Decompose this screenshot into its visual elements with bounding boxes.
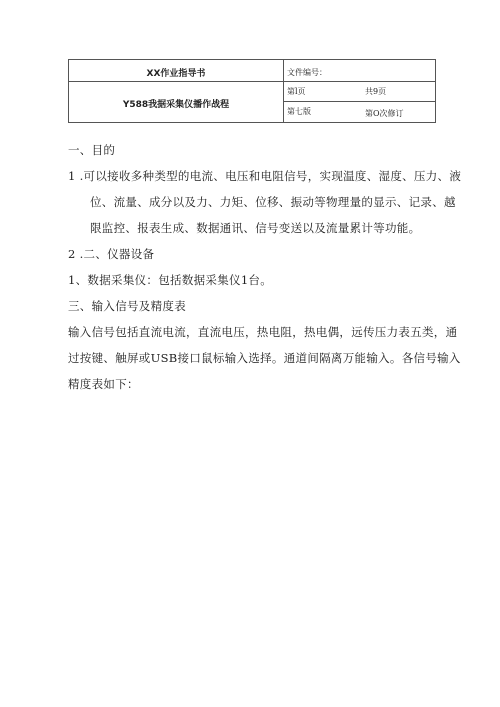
body-text: 位、流量、成分以及力、力矩、位移、振动等物理量的显示、记录、越: [90, 195, 456, 209]
body-text: 1 .可以接收多种类型的电流、电压和电阻信号，实现温度、湿度、压力、液: [68, 169, 462, 183]
header-title: XX作业指导书: [146, 69, 206, 79]
body-text: 1、数据采集仪：包括数据采集仪1台。: [68, 273, 273, 287]
table-divider: [283, 101, 435, 102]
body-text: 输入信号包括直流电流，直流电压，热电阻，热电偶，远传压力表五类，通: [68, 325, 458, 339]
page-total: 共9页: [365, 87, 387, 96]
body-text: 精度表如下：: [68, 377, 139, 391]
section-heading: 三、输入信号及精度表: [68, 299, 186, 313]
revision-label: 第O次修订: [365, 109, 404, 118]
body-text: 限监控、报表生成、数据通讯、信号变送以及流量累计等功能。: [90, 221, 421, 235]
header-table: [68, 59, 436, 123]
doc-number-label: 文件编号：: [287, 68, 327, 77]
table-divider: [283, 60, 284, 122]
section-heading: 2 .二、仪器设备: [68, 247, 155, 261]
section-heading: 一、目的: [68, 143, 116, 157]
edition-label: 第七版: [287, 107, 311, 116]
table-divider: [283, 81, 435, 82]
body-text: 过按键、触屏或USB接口鼠标输入选择。通道间隔离万能输入。各信号输入: [68, 351, 461, 365]
header-subtitle: Y588我据采集仪播作战程: [122, 100, 230, 110]
page-number: 第l页: [287, 87, 306, 96]
table-divider: [69, 81, 283, 82]
